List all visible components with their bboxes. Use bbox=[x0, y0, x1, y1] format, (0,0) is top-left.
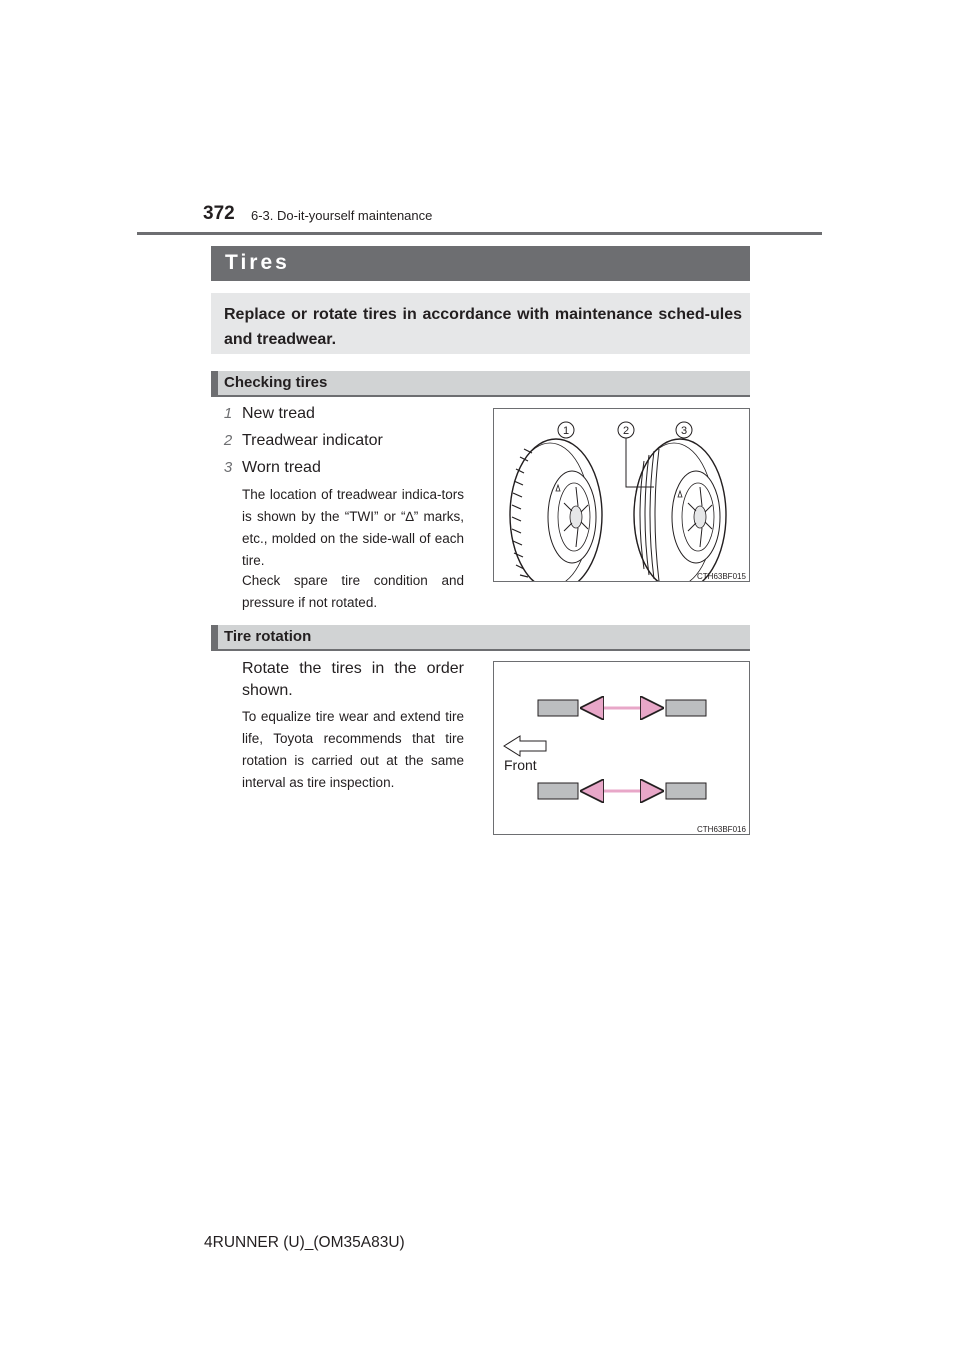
item-label-worn-tread: Worn tread bbox=[242, 459, 321, 476]
new-tire-drawing bbox=[510, 439, 602, 582]
tire-front-right bbox=[538, 783, 578, 799]
callout-3 bbox=[676, 422, 692, 438]
rotation-diagram bbox=[494, 662, 750, 835]
page-title: Tires bbox=[225, 251, 290, 274]
tire-rotation-heading-bar bbox=[211, 625, 750, 651]
tire-tread-figure bbox=[493, 408, 750, 582]
callout-1 bbox=[558, 422, 574, 438]
tire-rear-left bbox=[666, 700, 706, 716]
footer-model-code: 4RUNNER (U)_(OM35A83U) bbox=[204, 1234, 405, 1251]
tire-rotation-heading: Tire rotation bbox=[224, 628, 312, 645]
front-arrow-icon bbox=[504, 736, 546, 756]
page-number: 372 bbox=[203, 203, 235, 224]
worn-tire-drawing bbox=[634, 439, 726, 582]
tire-rear-right bbox=[666, 783, 706, 799]
callout-1-label: 1 bbox=[562, 425, 570, 437]
rotation-step-text: Rotate the tires in the order shown. bbox=[242, 660, 464, 699]
section-label: 6-3. Do-it-yourself maintenance bbox=[251, 208, 433, 223]
figure-code: CTH63BF015 bbox=[697, 572, 746, 581]
page-title-bar bbox=[211, 246, 750, 281]
heading-accent bbox=[211, 371, 218, 395]
heading-accent bbox=[211, 625, 218, 649]
treadwear-note: The location of treadwear indica-tors is shown by the “TWI” or “∆” marks, etc., molded on the side-wall of each tire. bbox=[242, 487, 464, 568]
tire-front-left bbox=[538, 700, 578, 716]
item-number-3: 3 bbox=[223, 459, 233, 476]
intro-box bbox=[211, 293, 750, 354]
intro-text: Replace or rotate tires in accordance with maintenance sched-ules and treadwear. bbox=[224, 306, 742, 348]
callout-3-label: 3 bbox=[680, 425, 688, 437]
checking-tires-heading: Checking tires bbox=[224, 374, 328, 391]
item-number-1: 1 bbox=[223, 405, 233, 422]
item-number-2: 2 bbox=[223, 432, 233, 449]
checking-tires-heading-bar bbox=[211, 371, 750, 397]
item-label-new-tread: New tread bbox=[242, 405, 315, 422]
spare-tire-note: Check spare tire condition and pressure if not rotated. bbox=[242, 573, 464, 610]
rotation-note: To equalize tire wear and extend tire life, Toyota recommends that tire rotation is carried out at the same interval as tire inspection. bbox=[242, 709, 464, 790]
item-label-treadwear-indicator: Treadwear indicator bbox=[242, 432, 383, 449]
callout-2 bbox=[618, 422, 634, 438]
figure-code: CTH63BF016 bbox=[697, 825, 746, 834]
callout-2-label: 2 bbox=[622, 425, 630, 437]
tire-illustration bbox=[494, 409, 750, 582]
header-rule bbox=[137, 232, 822, 235]
front-label: Front bbox=[504, 757, 537, 773]
tire-rotation-figure bbox=[493, 661, 750, 835]
